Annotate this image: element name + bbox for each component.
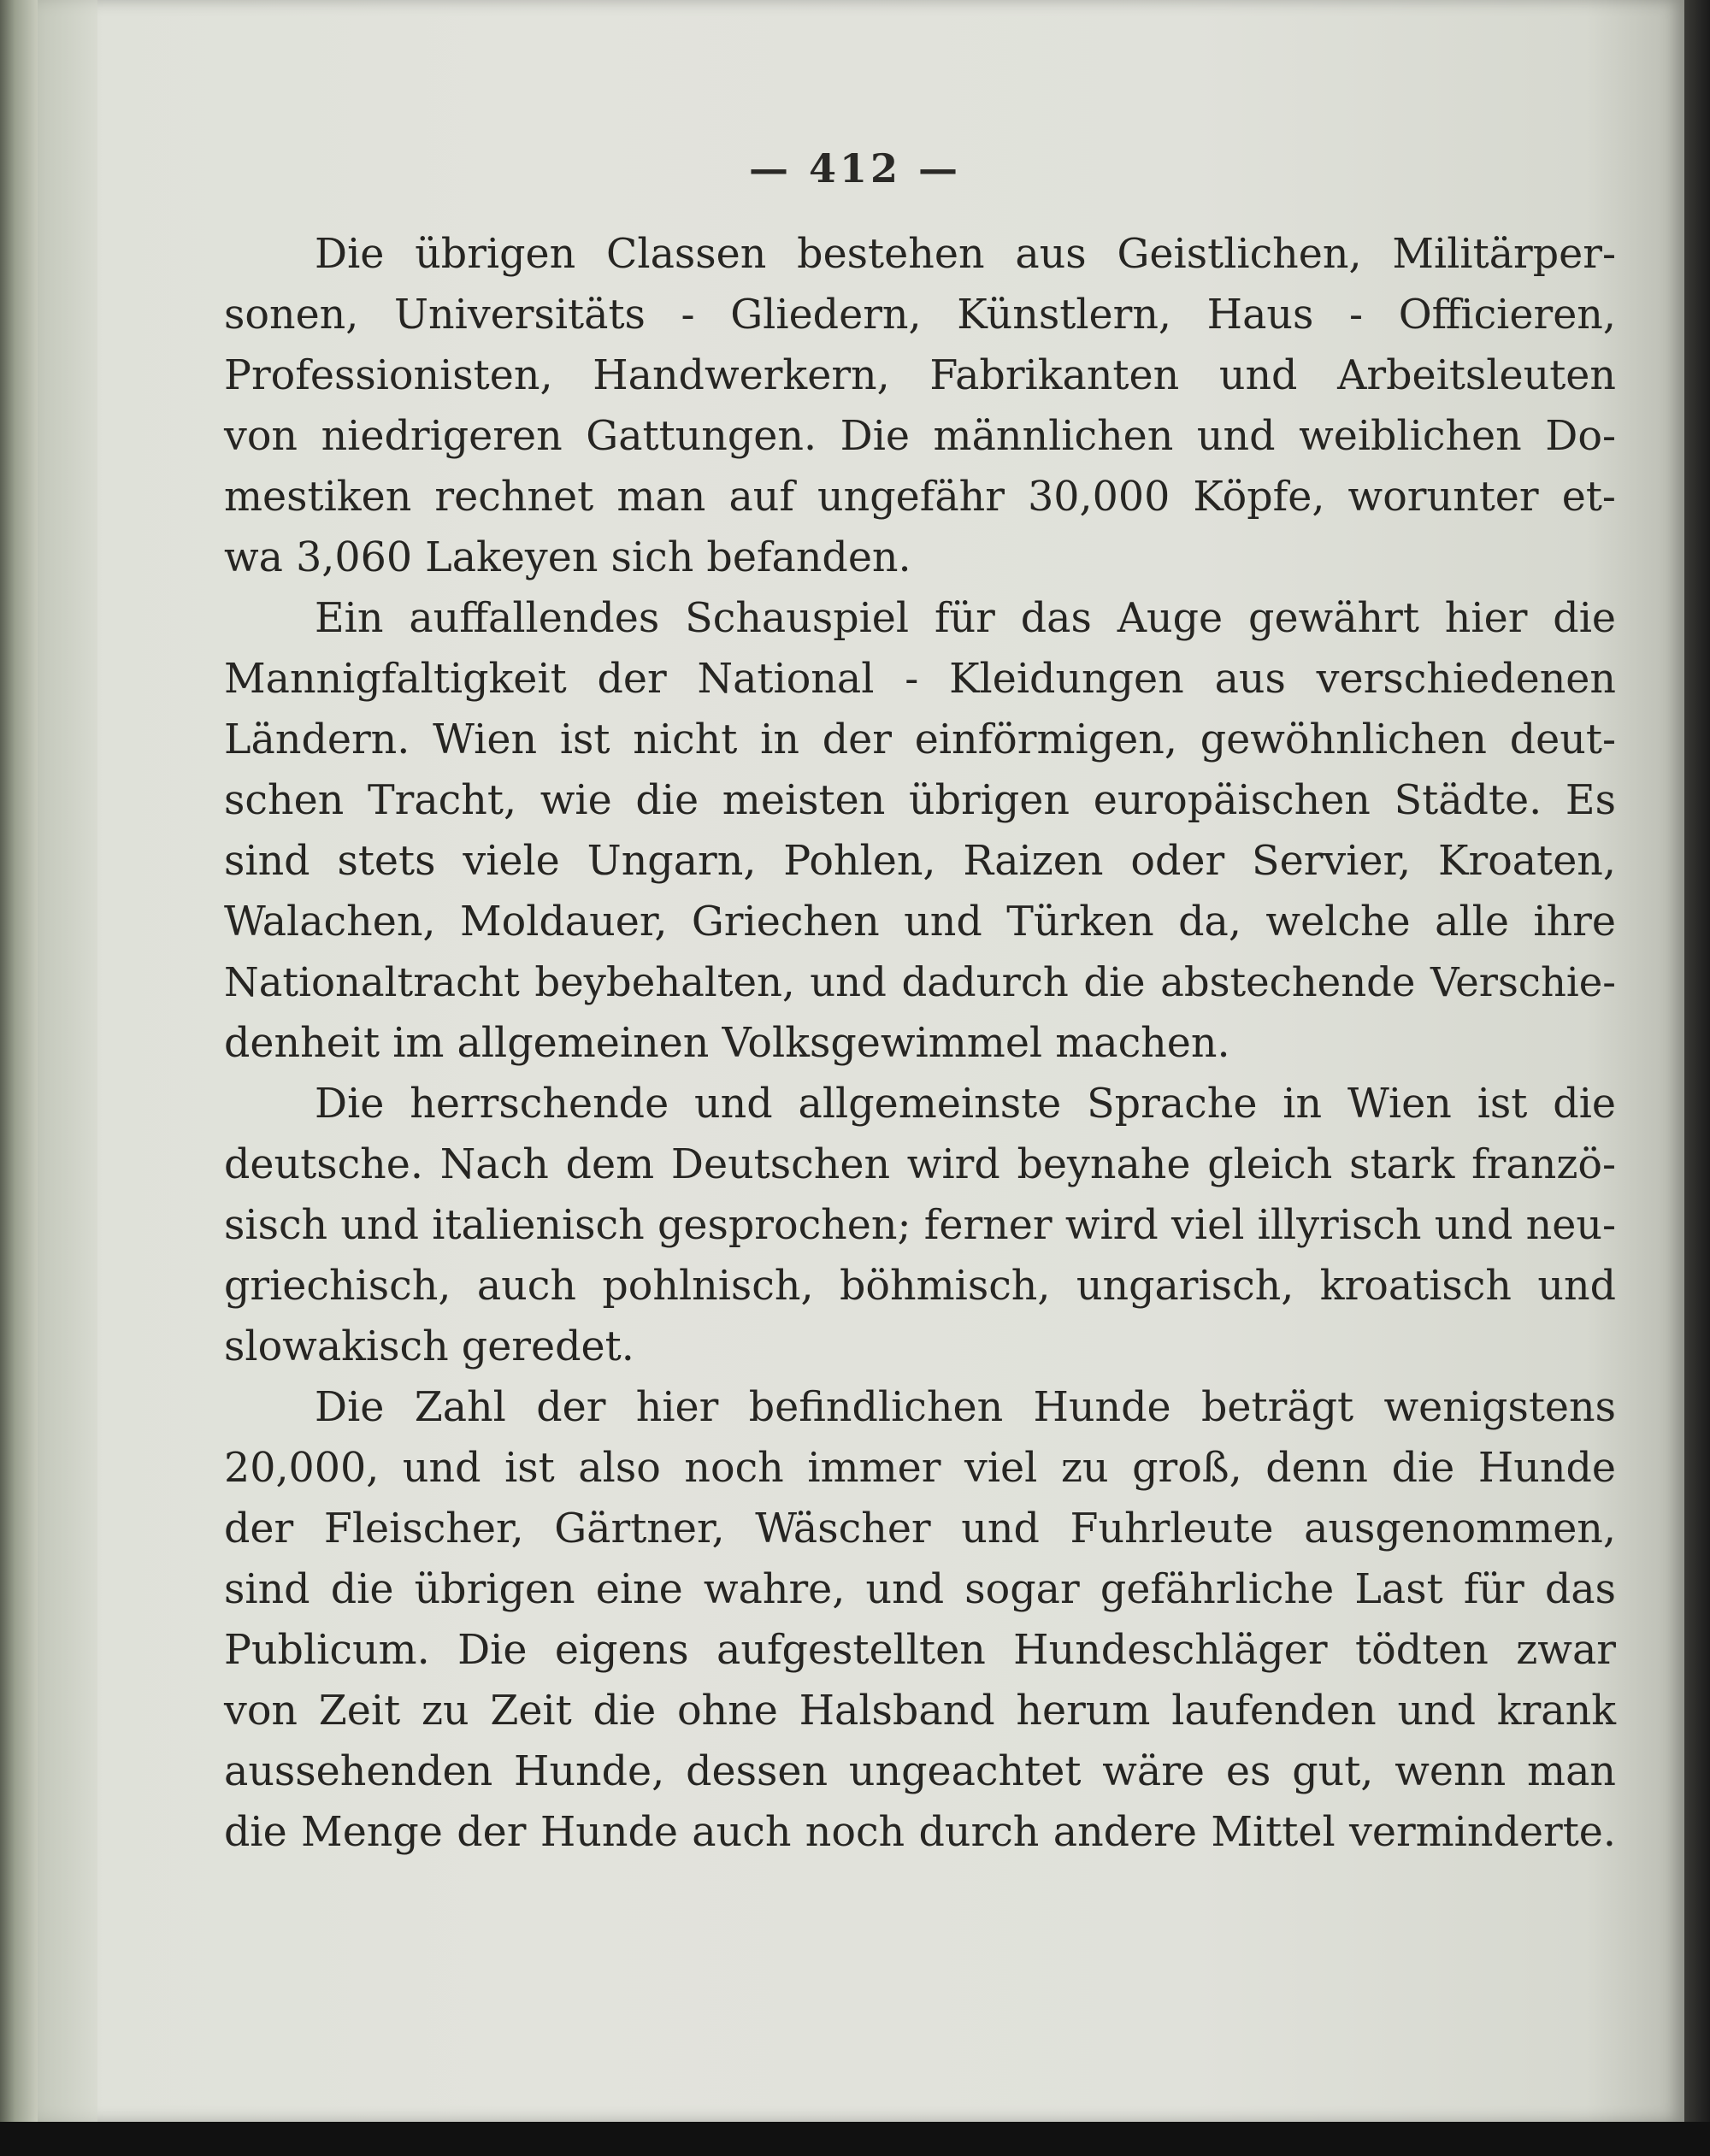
text-line: Publicum. Die eigens aufgestellten Hundeschläger tödten zwar [224,1627,1616,1674]
paragraph-1 [224,224,1616,588]
text-line: Walachen, Moldauer, Griechen und Türken da, welche alle ihre [224,898,1616,945]
text-line: deutsche. Nach dem Deutschen wird beynahe gleich stark franzö- [224,1141,1616,1188]
text-line: aussehenden Hunde, dessen ungeachtet wäre es gut, wenn man [224,1748,1616,1795]
paragraph-2 [224,588,1616,1074]
text-line: Nationaltracht beybehalten, und dadurch die abstechende Verschie- [224,959,1616,1005]
paragraph-3 [224,1074,1616,1377]
text-line: von Zeit zu Zeit die ohne Halsband herum laufenden und krank [224,1688,1616,1735]
book-edge-left [0,0,38,2156]
text-line: Professionisten, Handwerkern, Fabrikanten und Arbeitsleuten [224,352,1616,399]
text-line: der Fleischer, Gärtner, Wäscher und Fuhrleute ausgenommen, [224,1505,1616,1552]
text-line: slowakisch geredet. [224,1323,634,1370]
paragraph-4 [224,1377,1616,1863]
text-line: 20,000, und ist also noch immer viel zu groß, denn die Hunde [224,1445,1616,1492]
text-line: Ein auffallendes Schauspiel für das Auge gewährt hier die [315,595,1616,642]
text-line: die Menge der Hunde auch noch durch andere Mittel verminderte. [224,1809,1616,1856]
text-line: sonen, Universitäts - Gliedern, Künstlern, Haus - Officieren, [224,292,1616,339]
text-line: sisch und italienisch gesprochen; ferner wird viel illyrisch und neu- [224,1202,1616,1249]
text-line: sind stets viele Ungarn, Pohlen, Raizen oder Servier, Kroaten, [224,838,1616,885]
body-text [224,224,1616,1863]
text-line: von niedrigeren Gattungen. Die männlichen und weiblichen Do- [224,413,1616,460]
scan-border-bottom [0,2122,1710,2156]
text-line: schen Tracht, wie die meisten übrigen europäischen Städte. Es [224,777,1616,824]
text-line: denheit im allgemeinen Volksgewimmel machen. [224,1020,1230,1067]
text-line: sind die übrigen eine wahre, und sogar gefährliche Last für das [224,1566,1616,1613]
text-line: griechisch, auch pohlnisch, böhmisch, ungarisch, kroatisch und [224,1263,1616,1310]
text-line: wa 3,060 Lakeyen sich befanden. [224,534,911,581]
book-edge-right [1684,0,1710,2156]
text-line: Die Zahl der hier befindlichen Hunde beträgt wenigstens [315,1384,1616,1431]
text-line: Die übrigen Classen bestehen aus Geistlichen, Militärper- [315,231,1616,278]
text-line: mestiken rechnet man auf ungefähr 30,000 Köpfe, worunter et- [224,474,1616,521]
text-line: Die herrschende und allgemeinste Sprache in Wien ist die [315,1081,1616,1128]
text-line: Mannigfaltigkeit der National - Kleidungen aus verschiedenen [224,656,1616,703]
page-number-header: — 412 — [748,145,962,191]
page-gutter [38,0,97,2122]
text-line: Ländern. Wien ist nicht in der einförmigen, gewöhnlichen deut- [224,716,1616,763]
